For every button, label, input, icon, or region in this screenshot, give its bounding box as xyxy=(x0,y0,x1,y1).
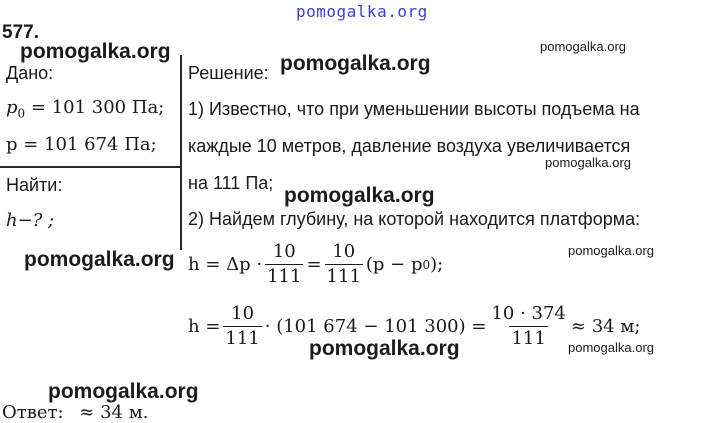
solution-line4: 2) Найдем глубину, на которой находится платформа: xyxy=(188,209,641,229)
formula1-frac2-den: 111 xyxy=(326,266,361,287)
formula1-rhs-a: (p − p xyxy=(365,253,423,275)
formula1-frac1-den: 111 xyxy=(267,266,302,287)
answer-value: ≈ 34 м. xyxy=(79,402,149,423)
formula2-mid: · (101 674 − 101 300) = xyxy=(264,315,487,337)
given-p0-sub: 0 xyxy=(17,106,26,121)
find-header: Найти: xyxy=(6,175,63,195)
watermark-small-3: pomogalka.org xyxy=(568,243,654,258)
watermark-big-5: pomogalka.org xyxy=(309,337,460,360)
solution-line3: на 111 Па; xyxy=(188,173,274,193)
given-p0-value: = 101 300 Па; xyxy=(25,97,165,118)
watermark-big-1: pomogalka.org xyxy=(20,40,171,63)
given-header: Дано: xyxy=(6,63,54,83)
watermark-big-3: pomogalka.org xyxy=(284,184,435,207)
watermark-small-2: pomogalka.org xyxy=(545,155,631,170)
formula2-frac-den: 111 xyxy=(225,328,260,349)
given-divider-vertical xyxy=(180,55,182,250)
formula1-eq: = xyxy=(306,253,322,275)
formula2-fraction-2 xyxy=(489,305,567,348)
formula1-frac2-num: 10 xyxy=(332,241,356,262)
solution-line2: каждые 10 метров, давление воздуха увеличивается xyxy=(188,136,631,156)
find-line: h−? ; xyxy=(6,210,55,231)
formula2-fraction-1 xyxy=(223,305,261,348)
solution-line1: 1) Известно, что при уменьшении высоты подъема на xyxy=(188,99,640,119)
watermark-small-4: pomogalka.org xyxy=(568,340,654,355)
formula1-fraction-1 xyxy=(265,243,303,286)
formula2-frac2-den: 111 xyxy=(511,328,546,349)
formula1-rhs-b: ); xyxy=(430,253,444,275)
formula-1 xyxy=(188,243,443,286)
watermark-big-4: pomogalka.org xyxy=(24,248,175,271)
given-p0-symbol: p xyxy=(6,97,18,118)
formula2-result: ≈ 34 м; xyxy=(570,315,641,337)
formula2-frac-num: 10 xyxy=(231,303,255,324)
formula2-frac2-num: 10 · 374 xyxy=(491,303,566,324)
given-divider-horizontal xyxy=(0,166,181,168)
problem-number: 577. xyxy=(2,22,39,43)
formula1-lhs: h = Δp · xyxy=(188,253,263,275)
formula2-lhs: h = xyxy=(188,315,221,337)
solution-header: Решение: xyxy=(188,63,269,83)
given-p0 xyxy=(6,99,164,120)
watermark-big-6: pomogalka.org xyxy=(48,380,199,403)
formula1-fraction-2 xyxy=(325,243,363,286)
given-p: p = 101 674 Па; xyxy=(6,134,157,155)
watermark-top: pomogalka.org xyxy=(296,2,428,21)
formula1-frac1-num: 10 xyxy=(272,241,296,262)
answer-label: Ответ: xyxy=(2,402,64,423)
watermark-small-1: pomogalka.org xyxy=(540,39,626,54)
formula1-rhs-sub: 0 xyxy=(422,257,431,272)
answer xyxy=(2,404,148,422)
watermark-big-2: pomogalka.org xyxy=(280,52,431,75)
